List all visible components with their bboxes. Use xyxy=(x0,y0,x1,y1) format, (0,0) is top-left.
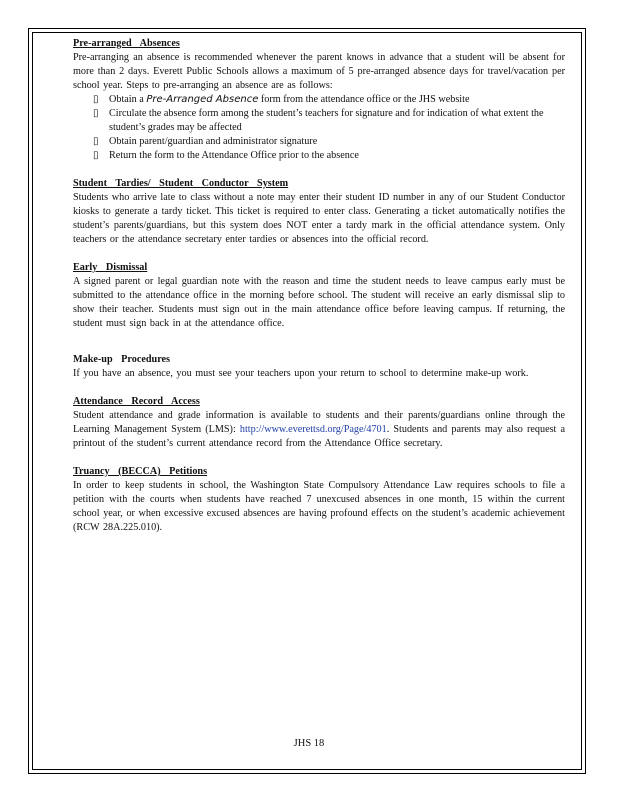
prearranged-steps-list xyxy=(73,93,565,163)
early-dismissal-body: A signed parent or legal guardian note with the reason and time the student needs to leave campus early must be submitted to the attendance office in the morning before school. The student will receive an early dismissal slip to show their teacher. Students must sign out in the main attendance office before leaving campus. If returning, the student must sign back in at the attendance office. xyxy=(73,276,565,329)
makeup-body: If you have an absence, you must see your teachers upon your return to school to determine make-up work. xyxy=(73,368,529,379)
section-student-tardies xyxy=(73,177,565,247)
heading-truancy-petitions: Truancy (BECCA) Petitions xyxy=(73,466,208,477)
document-body xyxy=(73,37,565,549)
heading-prearranged-absences: Pre-arranged Absences xyxy=(73,38,180,49)
prearranged-intro: Pre-arranging an absence is recommended whenever the parent knows in advance that a student will be absent for more than 2 days. Everett Public Schools allows a maximum of 5 pre-arranged absence days for travel/vacation per school year. Steps to pre-arranging an absence are as follows: xyxy=(73,52,565,91)
step-1-prefix: Obtain a xyxy=(109,94,144,105)
list-item xyxy=(93,135,565,149)
heading-makeup-procedures: Make-up Procedures xyxy=(73,354,171,365)
section-makeup-procedures xyxy=(73,353,565,381)
form-name: Pre-Arranged Absence xyxy=(146,94,259,105)
truancy-body: In order to keep students in school, the Washington State Compulsory Attendance Law requires schools to file a petition with the courts when students have reached 7 unexcused absences in one month, 15 within the current school year, or when excessive excused absences are having profound effects on the student’s academic achievement (RCW 28A.225.010). xyxy=(73,480,565,533)
section-truancy-petitions xyxy=(73,465,565,535)
step-2-text: Circulate the absence form among the student’s teachers for signature and for indication of what extent the student’s grades may be affected xyxy=(109,108,544,133)
access-body-rest: . Students and parents may also request a printout of the student’s current attendance record from the Attendance Office secretary. xyxy=(73,424,565,449)
tardies-body: Students who arrive late to class without a note may enter their student ID number in any of our Student Conductor kiosks to generate a tardy ticket. This ticket is required to enter class. Generating a ticket automatically notifies the student’s parents/guardians, but this system does NOT enter a tardy mark in the official attendance system. Only teachers or the attendance secretary enter tardies or absences into the official record. xyxy=(73,192,565,245)
bullet-box-icon: ▯ xyxy=(93,94,99,105)
bullet-box-icon: ▯ xyxy=(93,108,99,119)
list-item xyxy=(93,93,565,107)
list-item xyxy=(93,149,565,163)
access-body-intro: Student attendance and grade information is available to students and their parents/guardians online through the Learning Management System (LMS): xyxy=(73,410,565,435)
section-early-dismissal xyxy=(73,261,565,331)
heading-attendance-record-access: Attendance Record Access xyxy=(73,396,200,407)
section-attendance-record-access xyxy=(73,395,565,451)
access-body xyxy=(73,409,565,451)
heading-early-dismissal: Early Dismissal xyxy=(73,262,148,273)
lms-link[interactable]: http://www.everettsd.org/Page/4701 xyxy=(239,424,387,435)
section-prearranged-absences xyxy=(73,37,565,163)
step-4-text: Return the form to the Attendance Office prior to the absence xyxy=(109,150,359,161)
page-footer xyxy=(0,738,618,749)
list-item xyxy=(93,107,565,135)
bullet-box-icon: ▯ xyxy=(93,136,99,147)
page-number-label: JHS 18 xyxy=(293,738,325,749)
step-1-suffix: form from the attendance office or the JHS website xyxy=(260,94,470,105)
heading-student-tardies: Student Tardies/ Student Conductor System xyxy=(73,178,289,189)
step-3-text: Obtain parent/guardian and administrator signature xyxy=(109,136,318,147)
bullet-box-icon: ▯ xyxy=(93,150,99,161)
